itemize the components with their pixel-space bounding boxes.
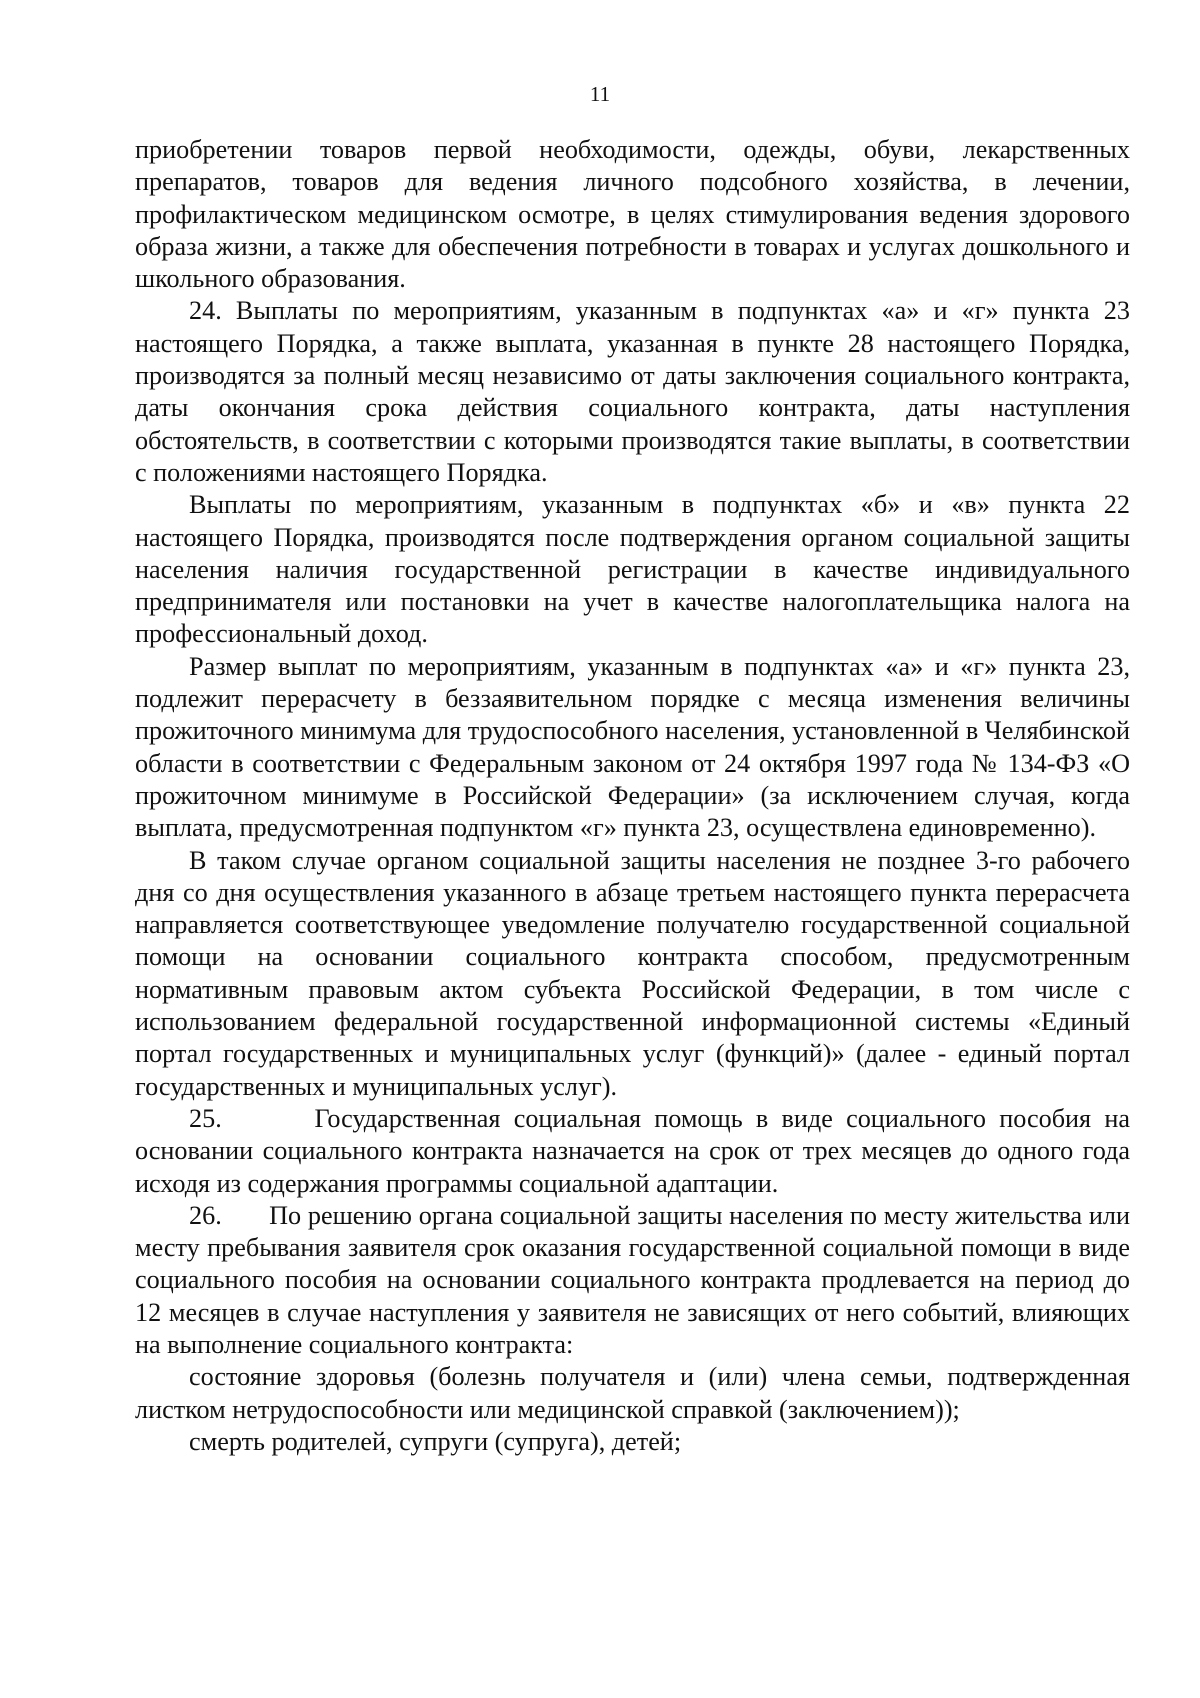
page-number: 11 — [589, 82, 611, 106]
paragraph-item-24-recalculation: Размер выплат по мероприятиям, указанным в подпунктах «а» и «г» пункта 23, подлежит перерасчету в беззаявительном порядке с месяца изменения величины прожиточного минимума для трудоспособного населения, установленной в Челябинской области в соответствии с Федеральным законом от 24 октября 1997 года № 134-ФЗ «О прожиточном минимуме в Российской Федерации» (за исключением случая, когда выплата, предусмотренная подпунктом «г» пункта 23, осуществлена единовременно). — [135, 651, 1130, 843]
paragraph-item-26: 26. По решению органа социальной защиты населения по месту жительства или месту пребывания заявителя срок оказания государственной социальной помощи в виде социального пособия на основании социального контракта продлевается на период до 12 месяцев в случае наступления у заявителя не зависящих от него событий, влияющих на выполнение социального контракта: — [135, 1200, 1130, 1359]
document-body — [135, 134, 1130, 1458]
paragraph-continuation: приобретении товаров первой необходимости, одежды, обуви, лекарственных препаратов, товаров для ведения личного подсобного хозяйства, в лечении, профилактическом медицинском осмотре, в целях стимулирования ведения здорового образа жизни, а также для обеспечения потребности в товарах и услугах дошкольного и школьного образования. — [135, 135, 1130, 294]
paragraph-item-26-health: состояние здоровья (болезнь получателя и (или) члена семьи, подтвержденная листком нетрудоспособности или медицинской справкой (заключением)); — [135, 1362, 1130, 1424]
paragraph-item-24-notification: В таком случае органом социальной защиты населения не позднее 3-го рабочего дня со дня осуществления указанного в абзаце третьем настоящего пункта перерасчета направляется соответствующее уведомление получателю государственной социальной помощи на основании социального контракта способом, предусмотренным нормативным правовым актом субъекта Российской Федерации, в том числе с использованием федеральной государственной информационной системы «Единый портал государственных и муниципальных услуг (функций)» (далее - единый портал государственных и муниципальных услуг). — [135, 845, 1130, 1101]
paragraph-item-24-payments-b-v: Выплаты по мероприятиям, указанным в подпунктах «б» и «в» пункта 22 настоящего Порядка, производятся после подтверждения органом социальной защиты населения наличия государственной регистрации в качестве индивидуального предпринимателя или постановки на учет в качестве налогоплательщика налога на профессиональный доход. — [135, 490, 1130, 649]
paragraph-item-24: 24. Выплаты по мероприятиям, указанным в подпунктах «а» и «г» пункта 23 настоящего Порядка, а также выплата, указанная в пункте 28 настоящего Порядка, производятся за полный месяц независимо от даты заключения социального контракта, даты окончания срока действия социального контракта, даты наступления обстоятельств, в соответствии с которыми производятся такие выплаты, в соответствии с положениями настоящего Порядка. — [135, 296, 1130, 487]
paragraph-item-25: 25. Государственная социальная помощь в виде социального пособия на основании социального контракта назначается на срок от трех месяцев до одного года исходя из содержания программы социальной адаптации. — [135, 1103, 1130, 1198]
paragraph-item-26-death: смерть родителей, супруги (супруга), детей; — [189, 1426, 682, 1456]
